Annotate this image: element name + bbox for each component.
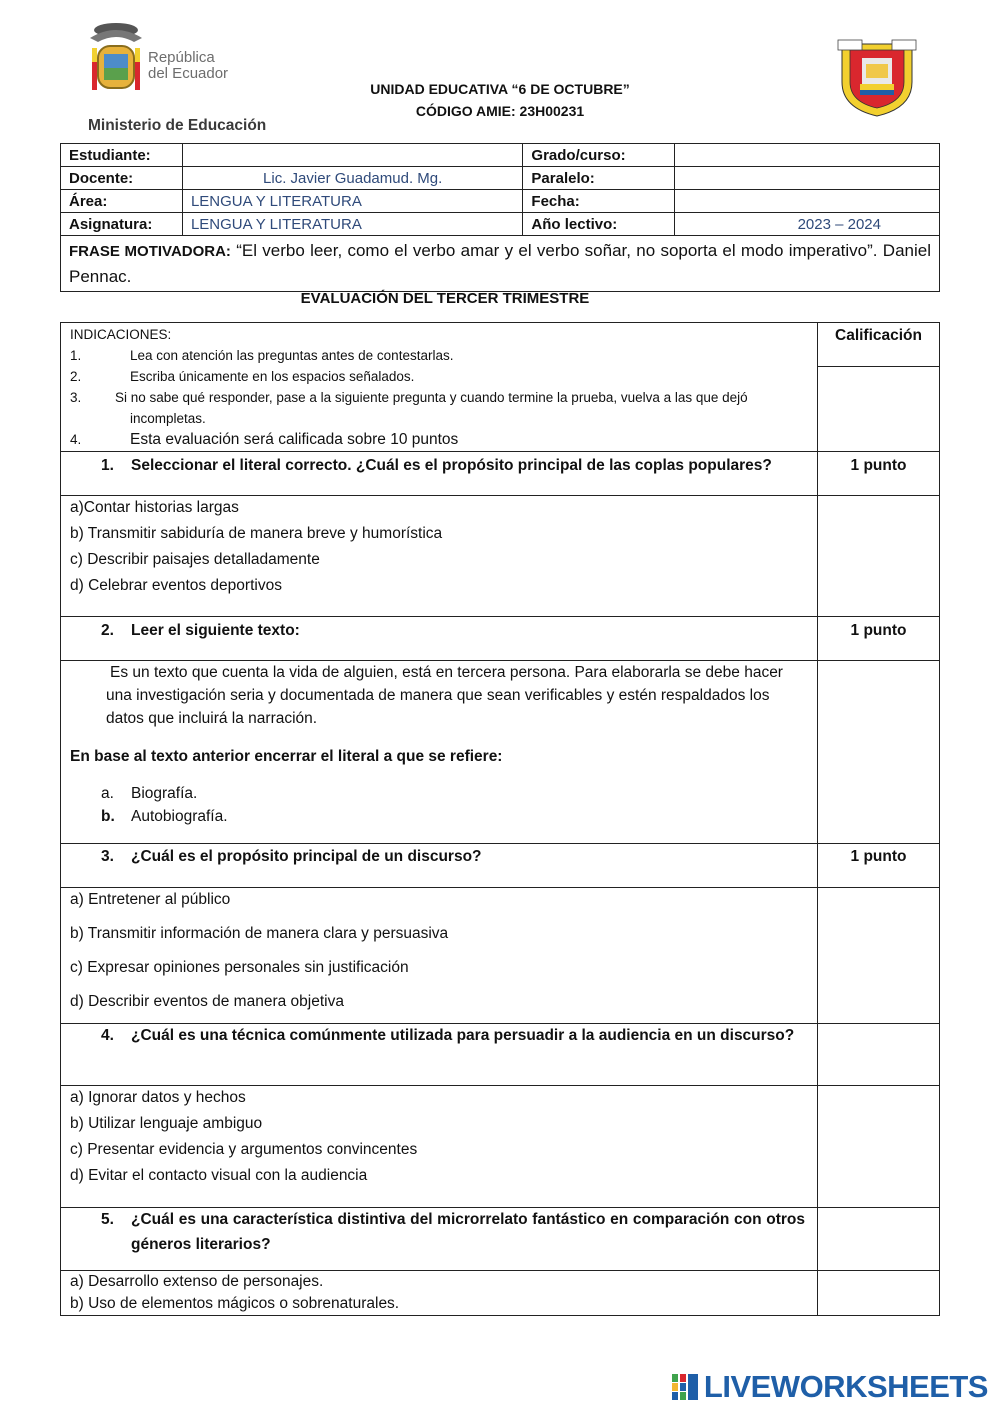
instruction-item: 2. Escriba únicamente en los espacios señalados. — [70, 369, 415, 384]
answer-option[interactable]: b. Autobiografía. — [101, 808, 228, 825]
grade-label: Grado/curso: — [523, 144, 675, 167]
answer-option[interactable]: c) Describir paisajes detalladamente — [70, 551, 320, 568]
phrase-text: “El verbo leer, como el verbo amar y el verbo soñar, no soporta el modo imperativo”. Daniel Pennac. — [69, 241, 931, 286]
question-2-options — [70, 782, 805, 828]
year-value: 2023 – 2024 — [675, 213, 940, 236]
answer-option[interactable]: b) Transmitir sabiduría de manera breve y humorística — [70, 525, 443, 542]
grade-field[interactable] — [675, 144, 940, 167]
info-row-phrase — [61, 236, 940, 292]
question-3-points: 1 punto — [850, 848, 907, 865]
answer-option[interactable]: d) Evitar el contacto visual con la audiencia — [70, 1167, 368, 1184]
school-title-block — [330, 78, 670, 122]
question-2-points: 1 punto — [850, 622, 907, 639]
school-name: UNIDAD EDUCATIVA “6 DE OCTUBRE” — [370, 81, 630, 97]
teacher-value: Lic. Javier Guadamud. Mg. — [182, 167, 522, 190]
student-label: Estudiante: — [61, 144, 183, 167]
ministry-logo — [82, 18, 322, 138]
date-field[interactable] — [675, 190, 940, 213]
school-shield-icon — [836, 36, 918, 118]
area-label: Área: — [61, 190, 183, 213]
ministry-name: Ministerio de Educación — [88, 117, 267, 134]
info-row-area — [61, 190, 940, 213]
year-label: Año lectivo: — [523, 213, 675, 236]
answer-option[interactable]: d) Celebrar eventos deportivos — [70, 577, 282, 594]
answer-option[interactable]: c) Presentar evidencia y argumentos convincentes — [70, 1141, 418, 1158]
question-3-options — [70, 887, 805, 1023]
liveworksheets-logo — [672, 1370, 988, 1404]
question-4: 4. ¿Cuál es una técnica comúnmente utilizada para persuadir a la audiencia en un discurso? — [70, 1023, 805, 1048]
info-row-student — [61, 144, 940, 167]
motivational-phrase — [61, 236, 940, 292]
evaluation-table — [60, 322, 940, 1316]
question-5-text: ¿Cuál es una característica distintiva del microrrelato fantástico en comparación con otros géneros literarios? — [131, 1211, 805, 1253]
instructions-block — [70, 325, 805, 451]
instructions-title: INDICACIONES: — [70, 327, 172, 342]
question-5-options — [70, 1271, 805, 1315]
question-2-body — [70, 661, 805, 828]
liveworksheets-wordmark: LIVEWORKSHEETS — [703, 1369, 988, 1404]
area-value: LENGUA Y LITERATURA — [182, 190, 522, 213]
subject-value: LENGUA Y LITERATURA — [182, 213, 522, 236]
grade-header: Calificación — [835, 327, 922, 344]
school-code: CÓDIGO AMIE: 23H00231 — [415, 103, 585, 119]
answer-option[interactable]: a) Desarrollo extenso de personajes. — [70, 1273, 324, 1290]
answer-option[interactable]: a) Entretener al público — [70, 891, 231, 908]
answer-option[interactable]: d) Describir eventos de manera objetiva — [70, 993, 344, 1010]
answer-option[interactable]: b) Uso de elementos mágicos o sobrenaturales. — [70, 1295, 400, 1312]
ecuador-coat-of-arms-icon — [82, 18, 322, 138]
answer-option[interactable]: b) Transmitir información de manera clara y persuasiva — [70, 925, 449, 942]
phrase-label: FRASE MOTIVADORA: — [69, 243, 231, 260]
question-3-text: ¿Cuál es el propósito principal de un discurso? — [131, 848, 482, 865]
question-1-text: Seleccionar el literal correcto. ¿Cuál es el propósito principal de las coplas populares? — [131, 457, 772, 474]
instruction-item: 4. Esta evaluación será calificada sobre 10 puntos — [70, 431, 459, 448]
teacher-label: Docente: — [61, 167, 183, 190]
answer-option[interactable]: a. Biografía. — [101, 785, 198, 802]
question-3: 3. ¿Cuál es el propósito principal de un discurso? — [70, 844, 805, 869]
instruction-item: 1. Lea con atención las preguntas antes de contestarlas. — [70, 348, 454, 363]
question-4-text: ¿Cuál es una técnica comúnmente utilizada para persuadir a la audiencia en un discurso? — [131, 1027, 795, 1044]
answer-option[interactable]: a)Contar historias largas — [70, 499, 239, 516]
parallel-label: Paralelo: — [523, 167, 675, 190]
school-crest — [836, 36, 918, 118]
evaluation-title: EVALUACIÓN DEL TERCER TRIMESTRE — [300, 290, 590, 307]
subject-label: Asignatura: — [61, 213, 183, 236]
question-1: 1. Seleccionar el literal correcto. ¿Cuál es el propósito principal de las coplas populares? — [70, 453, 805, 478]
question-1-points: 1 punto — [850, 457, 907, 474]
question-2-text: Leer el siguiente texto: — [131, 622, 300, 639]
question-2-instruction: En base al texto anterior encerrar el literal a que se refiere: — [70, 748, 503, 765]
question-4-options — [70, 1085, 805, 1189]
info-row-teacher — [61, 167, 940, 190]
ministry-line2: del Ecuador — [148, 65, 229, 82]
reading-passage: Es un texto que cuenta la vida de alguien, está en tercera persona. Para elaborarla se debe hacer una investigación seria y documentada de manera que sean verificables y estén respaldados los datos que incluirá la narración. — [106, 664, 783, 727]
answer-option[interactable]: a) Ignorar datos y hechos — [70, 1089, 246, 1106]
instruction-item: 3. Si no sabe qué responder, pase a la siguiente pregunta y cuando termine la prueba, vuelva a las que dejó incompletas. — [70, 390, 748, 426]
answer-option[interactable]: c) Expresar opiniones personales sin justificación — [70, 959, 409, 976]
question-5: 5. ¿Cuál es una característica distintiva del microrrelato fantástico en comparación con otros géneros literarios? — [70, 1207, 805, 1257]
question-2: 2. Leer el siguiente texto: — [70, 618, 805, 643]
grade-box[interactable] — [818, 367, 939, 451]
parallel-field[interactable] — [675, 167, 940, 190]
date-label: Fecha: — [523, 190, 675, 213]
student-field[interactable] — [182, 144, 522, 167]
student-info-table — [60, 143, 940, 292]
ministry-line1: República — [148, 49, 215, 66]
liveworksheets-icon — [672, 1374, 702, 1400]
info-row-subject — [61, 213, 940, 236]
answer-option[interactable]: b) Utilizar lenguaje ambiguo — [70, 1115, 263, 1132]
question-1-options — [70, 495, 805, 599]
